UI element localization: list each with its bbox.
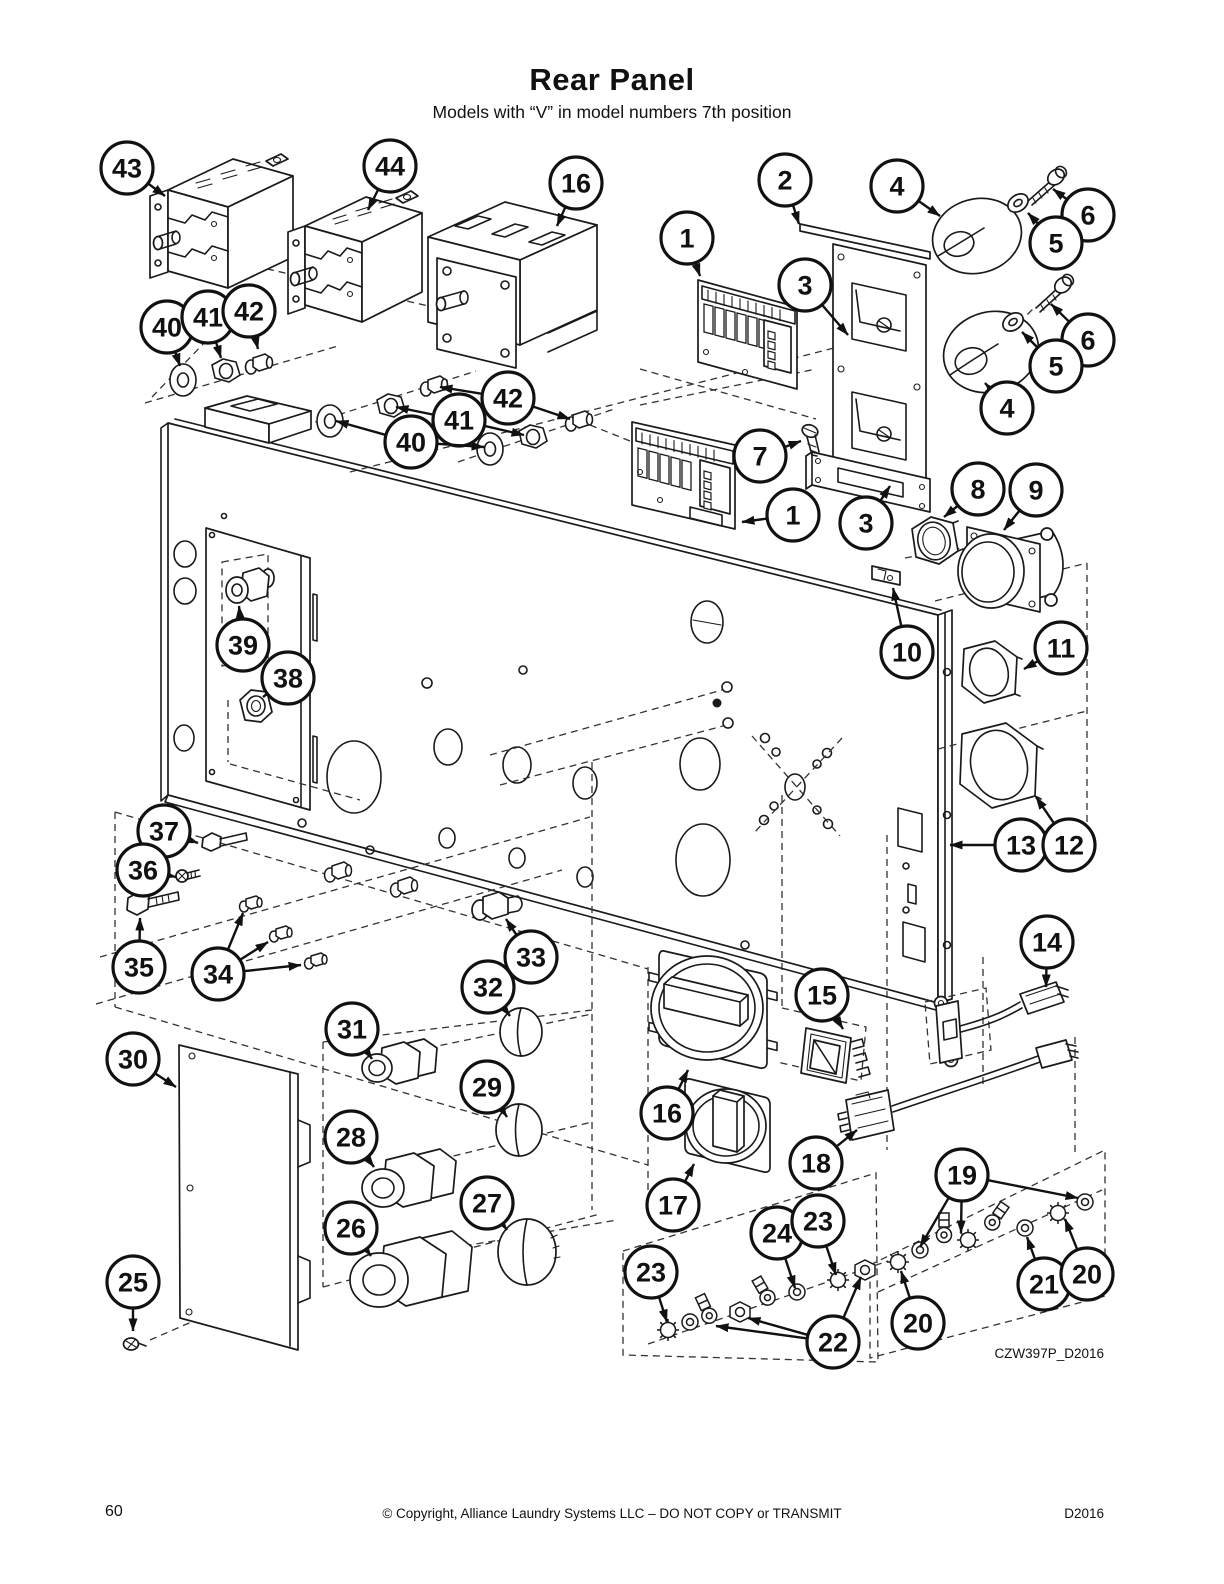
callout-26	[325, 1202, 377, 1256]
svg-text:29: 29	[471, 1072, 503, 1103]
svg-text:18: 18	[800, 1148, 832, 1179]
svg-text:22: 22	[817, 1327, 849, 1358]
svg-text:11: 11	[1046, 633, 1076, 664]
svg-text:34: 34	[202, 959, 234, 990]
callout-25	[107, 1256, 159, 1331]
callout-32	[462, 961, 514, 1016]
rear-panel-sheet	[161, 419, 952, 1010]
svg-text:25: 25	[117, 1267, 149, 1298]
rotary-switch-17	[685, 1079, 770, 1172]
svg-text:17: 17	[657, 1190, 689, 1221]
cable-gland-28	[362, 1149, 456, 1207]
svg-text:3: 3	[858, 508, 874, 539]
svg-text:37: 37	[148, 816, 180, 847]
page-title: Rear Panel	[529, 62, 695, 97]
svg-text:19: 19	[946, 1160, 978, 1191]
callout-17	[647, 1164, 699, 1231]
svg-text:23: 23	[802, 1206, 834, 1237]
svg-text:14: 14	[1031, 927, 1063, 958]
footer-page-number: 60	[105, 1503, 123, 1520]
svg-text:5: 5	[1048, 351, 1064, 382]
svg-text:23: 23	[635, 1257, 667, 1288]
svg-text:2: 2	[777, 165, 793, 196]
callout-2	[759, 154, 811, 224]
callout-12	[1036, 797, 1095, 871]
rocker-switch-15	[801, 1028, 870, 1083]
callout-31	[326, 1003, 378, 1059]
callout-4	[981, 382, 1033, 434]
svg-text:21: 21	[1028, 1269, 1060, 1300]
svg-text:36: 36	[127, 855, 159, 886]
svg-text:30: 30	[117, 1044, 149, 1075]
svg-text:38: 38	[272, 663, 304, 694]
svg-text:13: 13	[1005, 830, 1037, 861]
svg-text:24: 24	[761, 1218, 793, 1249]
svg-text:32: 32	[472, 972, 504, 1003]
callout-13	[950, 819, 1047, 871]
svg-text:33: 33	[515, 942, 547, 973]
page-subtitle: Models with “V” in model numbers 7th position	[432, 102, 792, 122]
svg-text:42: 42	[492, 383, 524, 414]
screw-36	[176, 870, 200, 882]
callout-8	[944, 463, 1004, 517]
screw-7	[800, 423, 819, 456]
callout-14	[1021, 916, 1073, 987]
breaker-mounting-bracket-16	[428, 202, 597, 368]
svg-text:31: 31	[336, 1014, 368, 1045]
svg-text:4: 4	[889, 171, 905, 202]
callout-23	[792, 1195, 844, 1275]
svg-text:4: 4	[999, 393, 1015, 424]
callout-4	[871, 160, 940, 216]
callout-42	[223, 285, 275, 349]
svg-text:16: 16	[651, 1098, 683, 1129]
callout-38	[262, 652, 314, 704]
svg-text:26: 26	[335, 1213, 367, 1244]
svg-text:16: 16	[560, 168, 592, 199]
svg-text:6: 6	[1080, 325, 1096, 356]
svg-text:28: 28	[335, 1122, 367, 1153]
terminal-board-lower-1	[632, 422, 735, 529]
callout-1	[742, 489, 819, 541]
svg-text:5: 5	[1048, 228, 1064, 259]
svg-text:20: 20	[1071, 1259, 1103, 1290]
footer-doc-code: D2016	[1064, 1506, 1104, 1521]
svg-text:40: 40	[395, 427, 427, 458]
footer-copyright: © Copyright, Alliance Laundry Systems LLC – DO NOT COPY or TRANSMIT	[382, 1506, 842, 1521]
svg-text:7: 7	[752, 441, 768, 472]
svg-text:39: 39	[227, 630, 259, 661]
circuit-breaker-44	[288, 191, 422, 322]
svg-text:41: 41	[443, 405, 475, 436]
svg-text:44: 44	[374, 151, 406, 182]
svg-text:40: 40	[151, 312, 183, 343]
conduit-nut-12	[960, 723, 1043, 808]
diagram-code: CZW397P_D2016	[994, 1346, 1104, 1361]
callout-11	[1024, 622, 1087, 674]
svg-text:35: 35	[123, 952, 155, 983]
conduit-nut-8	[912, 517, 963, 564]
svg-text:6: 6	[1080, 200, 1096, 231]
callout-23	[625, 1246, 677, 1322]
svg-text:3: 3	[797, 270, 813, 301]
bolt-37	[202, 833, 247, 851]
svg-text:8: 8	[970, 474, 986, 505]
callout-27	[461, 1177, 513, 1230]
svg-text:43: 43	[111, 153, 143, 184]
svg-text:12: 12	[1053, 830, 1085, 861]
svg-text:1: 1	[785, 500, 801, 531]
circuit-breaker-43	[150, 154, 293, 288]
callout-33	[505, 919, 557, 983]
svg-text:15: 15	[806, 980, 838, 1011]
callout-9	[1004, 464, 1062, 530]
callout-28	[325, 1111, 377, 1167]
callout-30	[107, 1033, 176, 1087]
rotary-switch-16	[649, 951, 777, 1068]
hole-plug-32	[500, 1008, 542, 1056]
callout-18	[790, 1130, 857, 1189]
callout-43	[101, 142, 165, 196]
callout-7	[734, 430, 801, 482]
callout-3	[840, 486, 892, 549]
svg-text:9: 9	[1028, 475, 1044, 506]
round-connector-9	[958, 527, 1063, 612]
clip-10	[872, 566, 900, 585]
conduit-nut-11	[962, 641, 1022, 703]
svg-text:10: 10	[891, 637, 923, 668]
svg-text:41: 41	[192, 302, 224, 333]
callout-1	[661, 212, 713, 276]
svg-text:42: 42	[233, 296, 265, 327]
access-cover-panel-30	[179, 1045, 310, 1350]
svg-text:1: 1	[679, 223, 695, 254]
callout-35	[113, 918, 165, 993]
callout-15	[796, 969, 848, 1029]
svg-text:27: 27	[471, 1188, 503, 1219]
svg-text:20: 20	[902, 1308, 934, 1339]
callout-20	[892, 1271, 944, 1349]
screw-25	[124, 1338, 147, 1350]
